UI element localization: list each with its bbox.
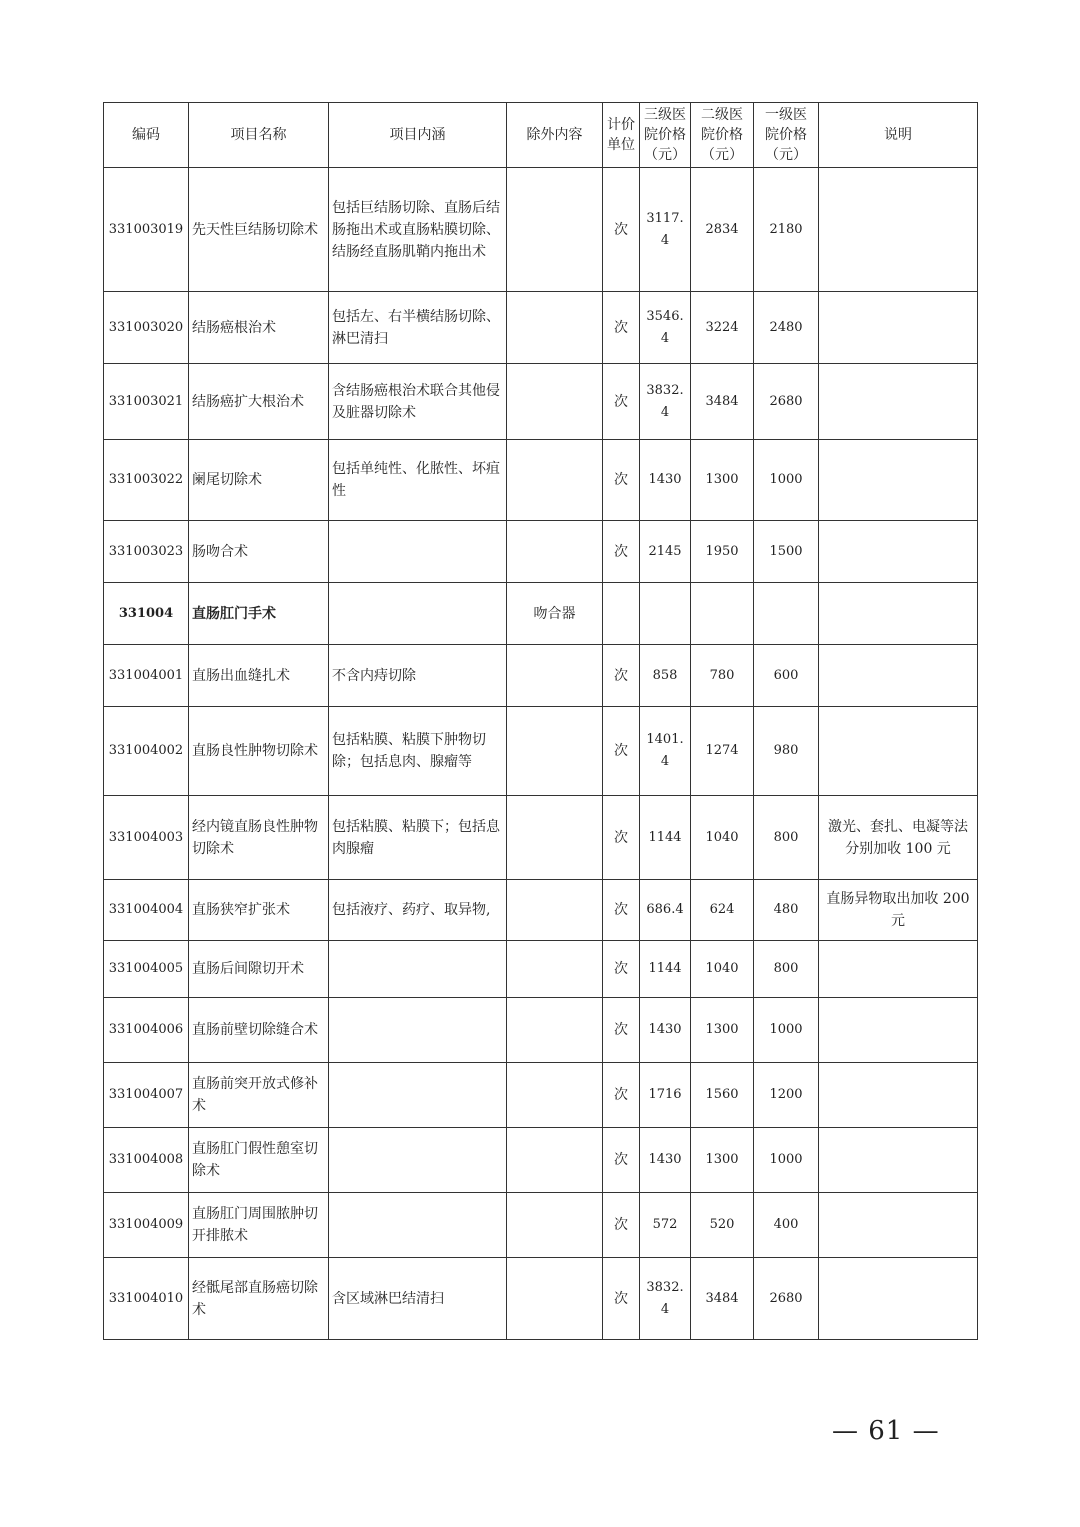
cell-note [819, 583, 978, 645]
cell-code: 331004007 [104, 1063, 189, 1128]
table-row [104, 998, 978, 1063]
cell-name: 结肠癌扩大根治术 [189, 364, 329, 440]
cell-note [819, 645, 978, 707]
cell-content: 包括单纯性、化脓性、坏疽性 [329, 440, 507, 521]
cell-name: 经骶尾部直肠癌切除术 [189, 1258, 329, 1340]
cell-exclude [507, 521, 603, 583]
cell-price-tier2: 624 [691, 880, 754, 941]
cell-content [329, 1128, 507, 1193]
cell-unit: 次 [603, 1193, 640, 1258]
header-price-tier2: 二级医 院价格 （元） [691, 103, 754, 168]
cell-name: 结肠癌根治术 [189, 292, 329, 364]
cell-price-tier3: 1430 [640, 1128, 691, 1193]
cell-exclude [507, 796, 603, 880]
cell-price-tier3 [640, 583, 691, 645]
cell-price-tier1: 2180 [754, 168, 819, 292]
cell-price-tier3: 3546.4 [640, 292, 691, 364]
cell-exclude [507, 707, 603, 796]
cell-unit: 次 [603, 941, 640, 998]
cell-note [819, 521, 978, 583]
header-unit: 计价 单位 [603, 103, 640, 168]
cell-price-tier3: 686.4 [640, 880, 691, 941]
cell-price-tier3: 1401.4 [640, 707, 691, 796]
cell-note [819, 364, 978, 440]
cell-price-tier2: 3484 [691, 1258, 754, 1340]
cell-note [819, 168, 978, 292]
cell-exclude [507, 880, 603, 941]
cell-exclude [507, 364, 603, 440]
cell-code: 331003019 [104, 168, 189, 292]
page-number: — 61 — [832, 1416, 940, 1446]
cell-price-tier1: 480 [754, 880, 819, 941]
table-row [104, 645, 978, 707]
cell-exclude [507, 941, 603, 998]
header-row [104, 103, 978, 168]
cell-code: 331003022 [104, 440, 189, 521]
cell-price-tier3: 3832.4 [640, 364, 691, 440]
cell-name: 肠吻合术 [189, 521, 329, 583]
cell-content: 包括粘膜、粘膜下；包括息肉腺瘤 [329, 796, 507, 880]
cell-unit: 次 [603, 1258, 640, 1340]
cell-price-tier1: 600 [754, 645, 819, 707]
table-row [104, 364, 978, 440]
table-row [104, 583, 978, 645]
cell-price-tier2: 1300 [691, 440, 754, 521]
cell-note [819, 440, 978, 521]
cell-price-tier3: 1430 [640, 440, 691, 521]
cell-price-tier2: 1274 [691, 707, 754, 796]
cell-price-tier3: 1144 [640, 941, 691, 998]
table-row [104, 707, 978, 796]
cell-unit: 次 [603, 998, 640, 1063]
table-row [104, 292, 978, 364]
cell-code: 331003023 [104, 521, 189, 583]
table-row [104, 1063, 978, 1128]
cell-note: 激光、套扎、电凝等法分别加收 100 元 [819, 796, 978, 880]
header-code: 编码 [104, 103, 189, 168]
cell-content: 包括巨结肠切除、直肠后结肠拖出术或直肠粘膜切除、结肠经直肠肌鞘内拖出术 [329, 168, 507, 292]
cell-price-tier2: 1950 [691, 521, 754, 583]
cell-content: 包括粘膜、粘膜下肿物切除；包括息肉、腺瘤等 [329, 707, 507, 796]
cell-name: 经内镜直肠良性肿物切除术 [189, 796, 329, 880]
cell-exclude [507, 998, 603, 1063]
cell-note [819, 1258, 978, 1340]
cell-name: 直肠肛门假性憩室切除术 [189, 1128, 329, 1193]
cell-unit: 次 [603, 796, 640, 880]
cell-price-tier2: 2834 [691, 168, 754, 292]
cell-exclude [507, 168, 603, 292]
cell-content [329, 1193, 507, 1258]
table-row [104, 440, 978, 521]
cell-price-tier3: 1430 [640, 998, 691, 1063]
cell-content: 含区域淋巴结清扫 [329, 1258, 507, 1340]
cell-note: 直肠异物取出加收 200 元 [819, 880, 978, 941]
cell-price-tier1: 2480 [754, 292, 819, 364]
cell-code: 331003021 [104, 364, 189, 440]
cell-name: 直肠后间隙切开术 [189, 941, 329, 998]
cell-unit: 次 [603, 440, 640, 521]
cell-price-tier1: 1200 [754, 1063, 819, 1128]
cell-code: 331004001 [104, 645, 189, 707]
cell-price-tier1: 400 [754, 1193, 819, 1258]
cell-code: 331004010 [104, 1258, 189, 1340]
table-row [104, 796, 978, 880]
table-row [104, 880, 978, 941]
cell-price-tier2: 520 [691, 1193, 754, 1258]
cell-name: 直肠肛门周围脓肿切开排脓术 [189, 1193, 329, 1258]
cell-note [819, 1128, 978, 1193]
cell-unit [603, 583, 640, 645]
cell-name: 直肠前壁切除缝合术 [189, 998, 329, 1063]
cell-price-tier1: 2680 [754, 364, 819, 440]
cell-content [329, 583, 507, 645]
cell-price-tier2: 780 [691, 645, 754, 707]
table-row [104, 521, 978, 583]
cell-unit: 次 [603, 645, 640, 707]
cell-note [819, 1193, 978, 1258]
cell-price-tier2: 1560 [691, 1063, 754, 1128]
cell-exclude [507, 1128, 603, 1193]
cell-unit: 次 [603, 168, 640, 292]
cell-exclude [507, 1193, 603, 1258]
header-price-tier1: 一级医 院价格 （元） [754, 103, 819, 168]
cell-unit: 次 [603, 292, 640, 364]
cell-price-tier3: 572 [640, 1193, 691, 1258]
cell-code: 331004009 [104, 1193, 189, 1258]
cell-unit: 次 [603, 364, 640, 440]
cell-price-tier1: 800 [754, 941, 819, 998]
cell-code: 331004006 [104, 998, 189, 1063]
cell-code: 331004005 [104, 941, 189, 998]
cell-code: 331004003 [104, 796, 189, 880]
cell-exclude [507, 1063, 603, 1128]
cell-exclude: 吻合器 [507, 583, 603, 645]
table-row [104, 1128, 978, 1193]
cell-name: 直肠前突开放式修补术 [189, 1063, 329, 1128]
cell-note [819, 998, 978, 1063]
cell-content: 包括左、右半横结肠切除、淋巴清扫 [329, 292, 507, 364]
cell-content [329, 941, 507, 998]
cell-exclude [507, 292, 603, 364]
cell-price-tier1: 1000 [754, 998, 819, 1063]
cell-note [819, 941, 978, 998]
cell-name: 直肠狭窄扩张术 [189, 880, 329, 941]
cell-price-tier3: 2145 [640, 521, 691, 583]
cell-exclude [507, 440, 603, 521]
table-row [104, 1193, 978, 1258]
price-table [103, 102, 978, 1340]
cell-code: 331003020 [104, 292, 189, 364]
cell-price-tier2: 1300 [691, 998, 754, 1063]
cell-price-tier2: 1300 [691, 1128, 754, 1193]
cell-content [329, 998, 507, 1063]
header-note: 说明 [819, 103, 978, 168]
cell-note [819, 1063, 978, 1128]
cell-unit: 次 [603, 1128, 640, 1193]
cell-note [819, 292, 978, 364]
cell-content: 包括液疗、药疗、取异物, [329, 880, 507, 941]
cell-price-tier2: 3224 [691, 292, 754, 364]
cell-price-tier3: 3832.4 [640, 1258, 691, 1340]
cell-price-tier3: 1716 [640, 1063, 691, 1128]
header-name: 项目名称 [189, 103, 329, 168]
cell-exclude [507, 645, 603, 707]
cell-price-tier3: 1144 [640, 796, 691, 880]
cell-price-tier2: 3484 [691, 364, 754, 440]
cell-content [329, 1063, 507, 1128]
cell-name: 直肠良性肿物切除术 [189, 707, 329, 796]
cell-exclude [507, 1258, 603, 1340]
table-body [104, 168, 978, 1340]
cell-price-tier1: 800 [754, 796, 819, 880]
cell-name: 直肠肛门手术 [189, 583, 329, 645]
cell-code: 331004002 [104, 707, 189, 796]
cell-note [819, 707, 978, 796]
cell-price-tier1: 1500 [754, 521, 819, 583]
cell-price-tier1: 1000 [754, 440, 819, 521]
header-content: 项目内涵 [329, 103, 507, 168]
table-row [104, 1258, 978, 1340]
cell-price-tier3: 3117.4 [640, 168, 691, 292]
cell-price-tier1: 980 [754, 707, 819, 796]
cell-unit: 次 [603, 1063, 640, 1128]
cell-price-tier1: 2680 [754, 1258, 819, 1340]
cell-price-tier2: 1040 [691, 796, 754, 880]
header-exclude: 除外内容 [507, 103, 603, 168]
table-row [104, 168, 978, 292]
cell-unit: 次 [603, 880, 640, 941]
cell-content: 含结肠癌根治术联合其他侵及脏器切除术 [329, 364, 507, 440]
cell-price-tier1: 1000 [754, 1128, 819, 1193]
cell-price-tier2 [691, 583, 754, 645]
cell-unit: 次 [603, 707, 640, 796]
cell-code: 331004 [104, 583, 189, 645]
cell-name: 先天性巨结肠切除术 [189, 168, 329, 292]
cell-content [329, 521, 507, 583]
cell-name: 阑尾切除术 [189, 440, 329, 521]
cell-price-tier1 [754, 583, 819, 645]
cell-price-tier3: 858 [640, 645, 691, 707]
cell-name: 直肠出血缝扎术 [189, 645, 329, 707]
cell-code: 331004004 [104, 880, 189, 941]
cell-unit: 次 [603, 521, 640, 583]
cell-code: 331004008 [104, 1128, 189, 1193]
cell-content: 不含内痔切除 [329, 645, 507, 707]
cell-price-tier2: 1040 [691, 941, 754, 998]
header-price-tier3: 三级医 院价格 （元） [640, 103, 691, 168]
table-row [104, 941, 978, 998]
